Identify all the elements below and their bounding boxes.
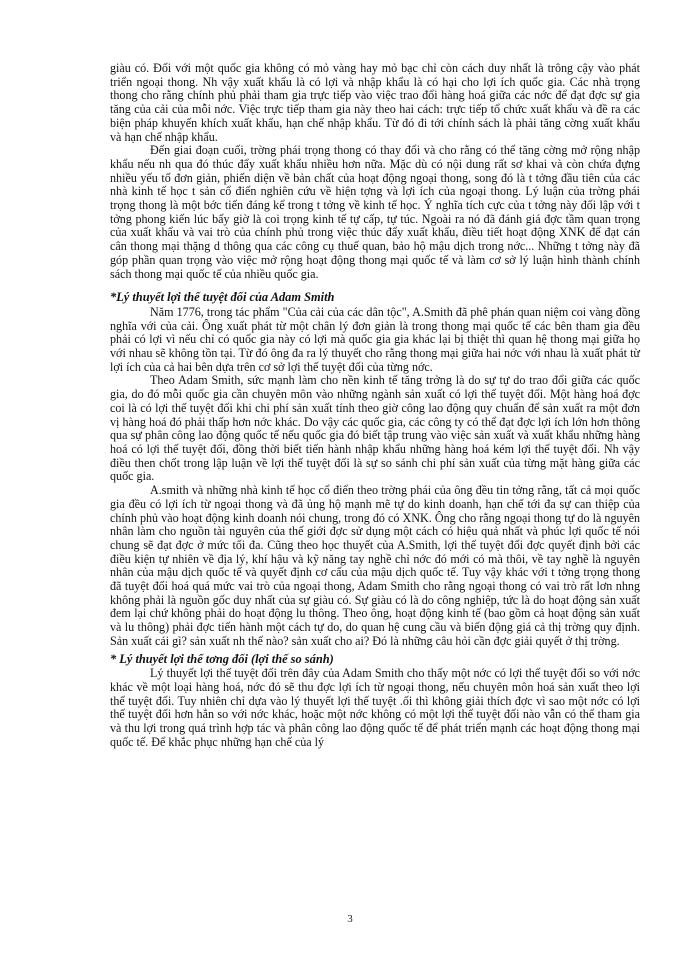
paragraph-smith-3: A.smith và những nhà kinh tế học cổ điển theo trờng phái của ông đều tin tởng rằng, tất cả mọi quốc gia đều có lợi ích từ ngoại thong và đã ủng hộ mạnh mẽ tự do kinh doanh, hạn chế tới đa sự can thiệp của chính phủ vào hoạt động kinh doanh nói chung, trong đó có XNK. Ông cho rằng ngoại thong tự do là nguyên nhân làm cho nguồn tài nguyên của thế giới đợc sử dụng một cách có hiệu quả nhất và phúc lợi quốc tế nói chung sẽ đạt đợc ở mức tối đa. Cũng theo học thuyết của A.Smith, lợi thế tuyệt đối đợc quyết định bởi các điều kiện tự nhiên về địa lý, khí hậu và kỹ năng tay nghề chỉ nớc đó mới có mà thôi, về tay nghề là nguyên nhân của mậu dịch quốc tế và quyết định cơ cấu của mậu dịch quốc tế. Tuy vậy khác với t tởng trọng thong đã tuyệt đối hoá quá mức vai trò của ngoại thong, Adam Smith cho rằng ngoại thong có vai trò rất lơn nhng không phải là nguồn gốc duy nhất của sự giàu có. Sự giàu có là do công nghiệp, tức là do hoạt động sản xuất đem lại chứ không phải do hoạt động lu thông. Theo ông, hoạt động kinh tế (bao gồm cả hoạt động sản xuất và lu thông) phải đợc tiến hành một cách tự do, do quan hệ cung cầu và biến động giá cả thị trờng quy định. Sản xuất cái gì? sản xuất nh thế nào? sản xuất cho ai? Đó là những câu hỏi cần đợc giải quyết ở thị trờng. (110, 483, 640, 648)
section-heading-absolute-advantage: *Lý thuyết lợi thế tuyệt đối của Adam Smith (110, 290, 335, 305)
paragraph-relative-1: Lý thuyết lợi thế tuyệt đối trên đây của Adam Smith cho thấy một nớc có lợi thế tuyệt đối so với nớc khác về một loại hàng hoá, nớc đó sẽ thu đợc lợi ích từ ngoại thong, nếu chuyên môn hoá sản xuất theo lợi thế tuyệt đối. Tuy nhiên chỉ dựa vào lý thuyết lợi thế tuyệt .ối thì không giải thích đợc vì sao một nớc có lợi thế tuyệt đối hơn hẳn so với nớc khác, hoặc một nớc không có một lợi thế tuyệt đối nào vẫn có thể tham gia và thu lợi trong quá trình hợp tác và phân công lao động quốc tế để phát triển mạnh các hoạt động thong mại quốc tế. Để khắc phục những hạn chế của lý (110, 666, 640, 749)
document-page (110, 62, 640, 749)
section-heading-comparative-advantage: * Lý thuyết lợi thế tơng đối (lợi thế so sánh) (110, 651, 334, 666)
paragraph-smith-1: Năm 1776, trong tác phẩm "Của cải của các dân tộc", A.Smith đã phê phán quan niệm coi vàng đồng nghĩa với của cải. Ông xuất phát từ một chân lý đơn giản là trong thong mại quốc tế các bên tham gia đều phải có lợi vì nếu chỉ có quốc gia này có lợi mà quốc gia gia khác lại bị thiệt thì quan hệ thong mại giữa họ với nhau sẽ không tồn tại. Từ đó ông đa ra lý thuyết cho rằng thong mại giữa hai nớc với nhau là xuất phát từ lợi ích của cả hai bên dựa trên cơ sở lợi thế tuyệt đối của từng nớc. (110, 304, 640, 374)
paragraph-smith-2: Theo Adam Smith, sức mạnh làm cho nền kinh tế tăng trởng là do sự tự do trao đổi giữa các quốc gia, do đó mỗi quốc gia cần chuyên môn vào những ngành sản xuất có lợi thế tuyệt đối. Một hàng hoá đợc coi là có lợi thế tuyệt đối khi chi phí sản xuất tính theo giờ công lao động quy chuẩn để sản xuất ra một đơn vị hàng hoá đó phải thấp hơn nớc khác. Do vậy các quốc gia, các công ty có thể đạt đợc lợi ích lớn hơn thông qua sự phân công lao động quốc tế nếu quốc gia đó biết tập trung vào việc sản xuất và xuất khẩu những hàng hoá có lợi thế tuyệt đối, đồng thời biết tiến hành nhập khẩu những hàng hoá kém lợi thế tuyệt đối. Nh vậy điều then chốt trong lập luận về lợi thế tuyệt đối là sự so sánh chi phí sản xuất của từng mặt hàng giữa các quốc gia. (110, 373, 640, 484)
page-number: 3 (347, 913, 353, 925)
paragraph-intro-2: Đến giai đoạn cuối, trờng phái trọng thong có thay đổi và cho rằng có thể tăng cờng mở rộng nhập khẩu nếu nh qua đó thúc đẩy xuất khẩu nhiều hơn nữa. Mặc dù có nội dung rất sơ khai và còn chứa đựng nhiều yếu tố đơn giản, phiến diện về bản chất của hoạt động ngoại thong, song đó là t tởng đầu tiên của các nhà kinh tế học t sản cổ điển nghiên cứu về hiện tợng và lợi ích của ngoại thong. Lý luận của trờng phái trọng thong là một bớc tiến đáng kể trong t tởng về kinh tế học. Ý nghĩa tích cực của t tởng này đối lập với t tởng phong kiến lúc bấy giờ là coi trọng kinh tế tự cấp, tự túc. Ngoài ra nó đã đánh giá đợc tầm quan trọng của xuất khẩu và vai trò của chính phủ trong việc thúc đẩy xuất khẩu, điều tiết hoạt động XNK để đạt cán cân thong mại thặng d thông qua các công cụ thuế quan, bảo hộ mậu dịch trong nớc... Những t tởng này đã góp phần quan trọng vào việc mở rộng hoạt động thong mại quốc tế và làm cơ sở lý luận hình thành chính sách thong mại quốc tế của nhiều quốc gia. (110, 143, 640, 281)
paragraph-intro-1: giàu có. Đối với một quốc gia không có mỏ vàng hay mỏ bạc chỉ còn cách duy nhất là trông cậy vào phát triển ngoại thong. Nh vậy xuất khẩu là có lợi và nhập khẩu là có hại cho lợi ích quốc gia. Các nhà trọng thong cho rằng chính phủ phải tham gia trực tiếp vào việc trao đổi hàng hoá giữa các nớc để đạt đợc sự gia tăng của cải của mỗi nớc. Việc trực tiếp tham gia này theo hai cách: trực tiếp tổ chức xuất khẩu và đề ra các biện pháp khuyến khích xuất khẩu, hạn chế nhập khẩu. Từ đó đi tới chính sách là phải tăng cờng xuất khẩu và hạn chế nhập khẩu. (110, 61, 640, 144)
